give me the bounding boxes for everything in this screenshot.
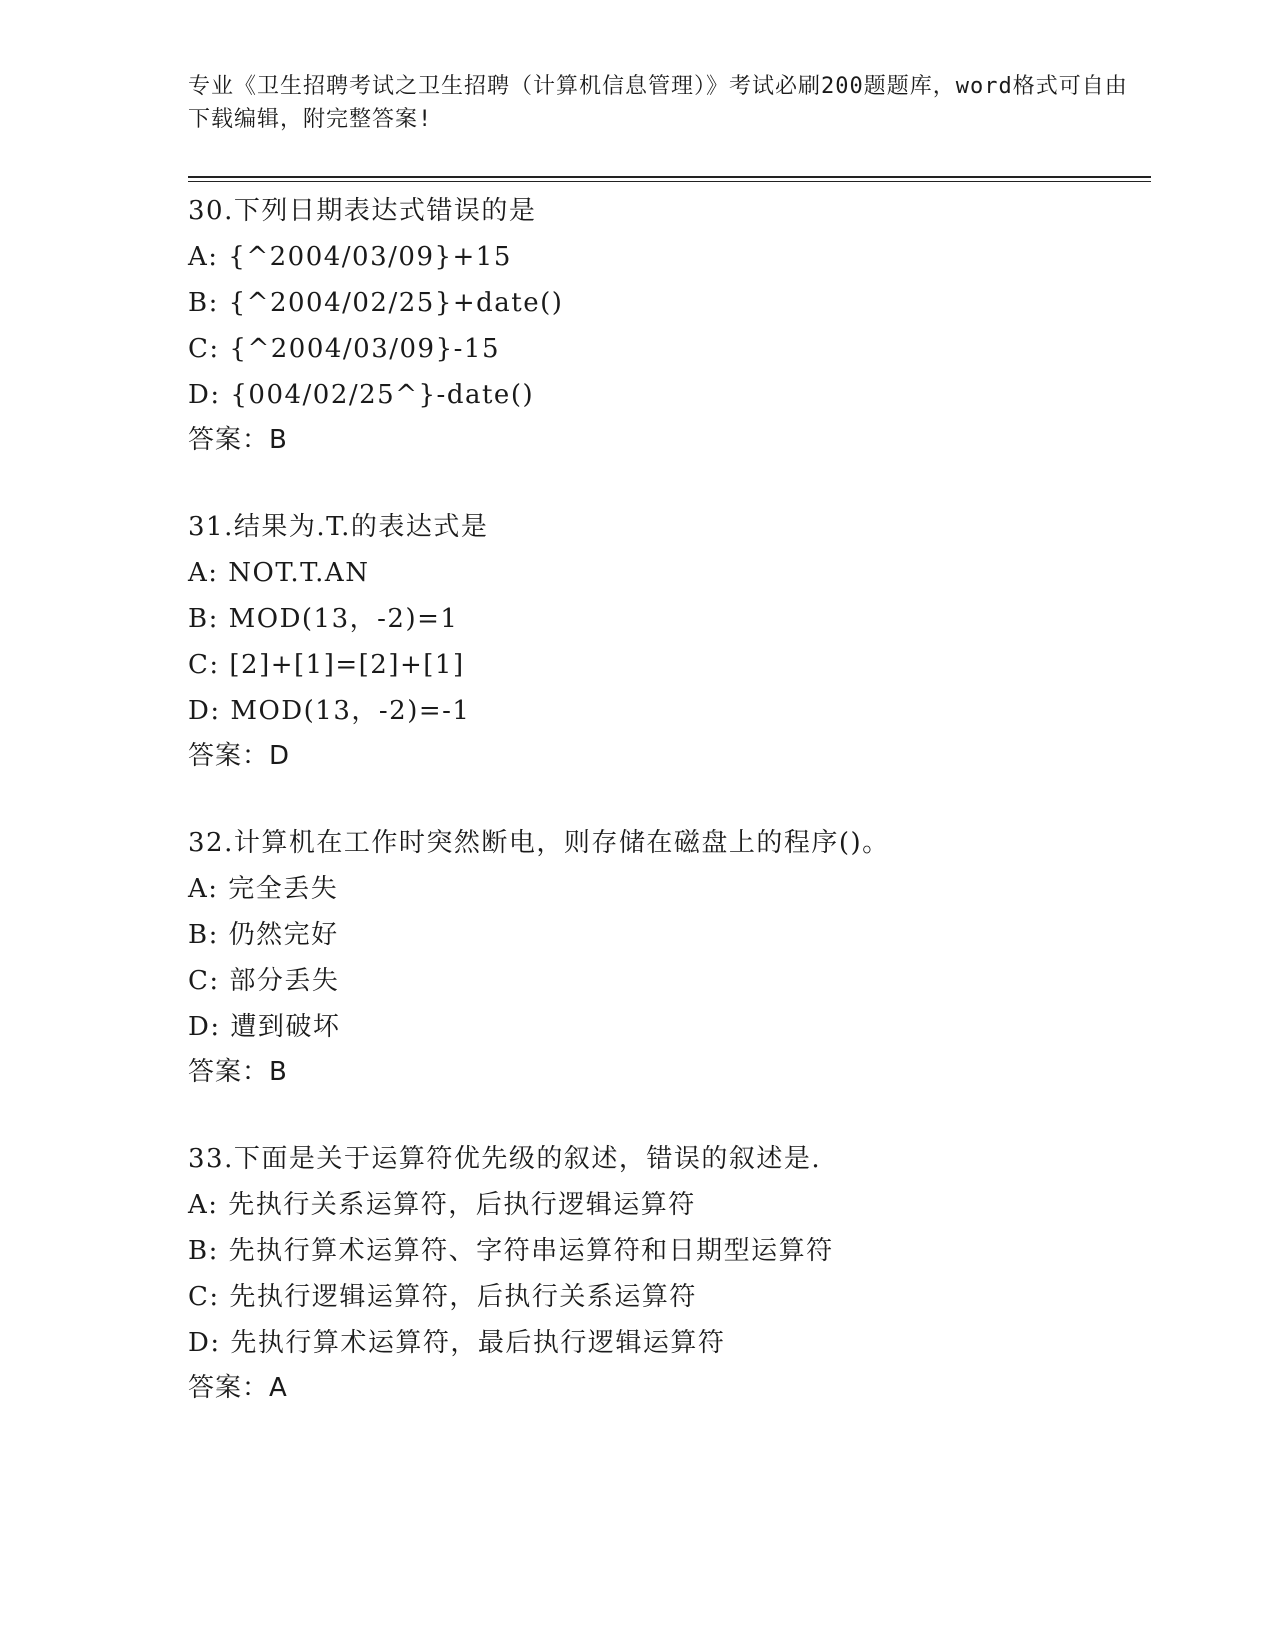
option-b: B: 仍然完好 xyxy=(188,920,339,950)
divider-line-top xyxy=(188,176,1151,178)
question-title: 32.计算机在工作时突然断电，则存储在磁盘上的程序()。 xyxy=(188,828,890,858)
question-title: 33.下面是关于运算符优先级的叙述，错误的叙述是. xyxy=(188,1144,822,1174)
document-page xyxy=(188,70,1148,1410)
question-title: 31.结果为.T.的表达式是 xyxy=(188,512,489,542)
question-31 xyxy=(188,504,1148,778)
divider-line-bottom xyxy=(188,181,1151,182)
question-32 xyxy=(188,820,1148,1094)
question-title: 30.下列日期表达式错误的是 xyxy=(188,196,537,226)
answer-label: 答案：B xyxy=(188,1057,288,1087)
question-33 xyxy=(188,1136,1148,1410)
option-a: A: 先执行关系运算符，后执行逻辑运算符 xyxy=(188,1190,696,1220)
option-a: A: 完全丢失 xyxy=(188,874,339,904)
answer-label: 答案：A xyxy=(188,1373,288,1403)
option-b: B: MOD(13，-2)=1 xyxy=(188,604,459,634)
question-30 xyxy=(188,188,1148,462)
option-d: D: 遭到破坏 xyxy=(188,1012,341,1042)
option-c: C: {^2004/03/09}-15 xyxy=(188,334,501,364)
document-header: 专业《卫生招聘考试之卫生招聘（计算机信息管理）》考试必刷200题题库，word格式可自由下载编辑，附完整答案! xyxy=(188,74,1128,132)
option-a: A: {^2004/03/09}+15 xyxy=(188,242,512,272)
option-d: D: MOD(13，-2)=-1 xyxy=(188,696,471,726)
option-c: C: 部分丢失 xyxy=(188,966,340,996)
option-c: C: [2]+[1]=[2]+[1] xyxy=(188,650,465,680)
header-divider xyxy=(188,176,1151,182)
question-spacer xyxy=(188,778,1148,820)
option-b: B: 先执行算术运算符、字符串运算符和日期型运算符 xyxy=(188,1236,834,1266)
question-spacer xyxy=(188,462,1148,504)
option-d: D: {004/02/25^}-date() xyxy=(188,380,535,410)
option-b: B: {^2004/02/25}+date() xyxy=(188,288,564,318)
answer-label: 答案：B xyxy=(188,425,288,455)
option-c: C: 先执行逻辑运算符，后执行关系运算符 xyxy=(188,1282,697,1312)
answer-label: 答案：D xyxy=(188,741,291,771)
question-spacer xyxy=(188,1094,1148,1136)
option-a: A: NOT.T.AN xyxy=(188,558,370,588)
option-d: D: 先执行算术运算符，最后执行逻辑运算符 xyxy=(188,1328,726,1358)
